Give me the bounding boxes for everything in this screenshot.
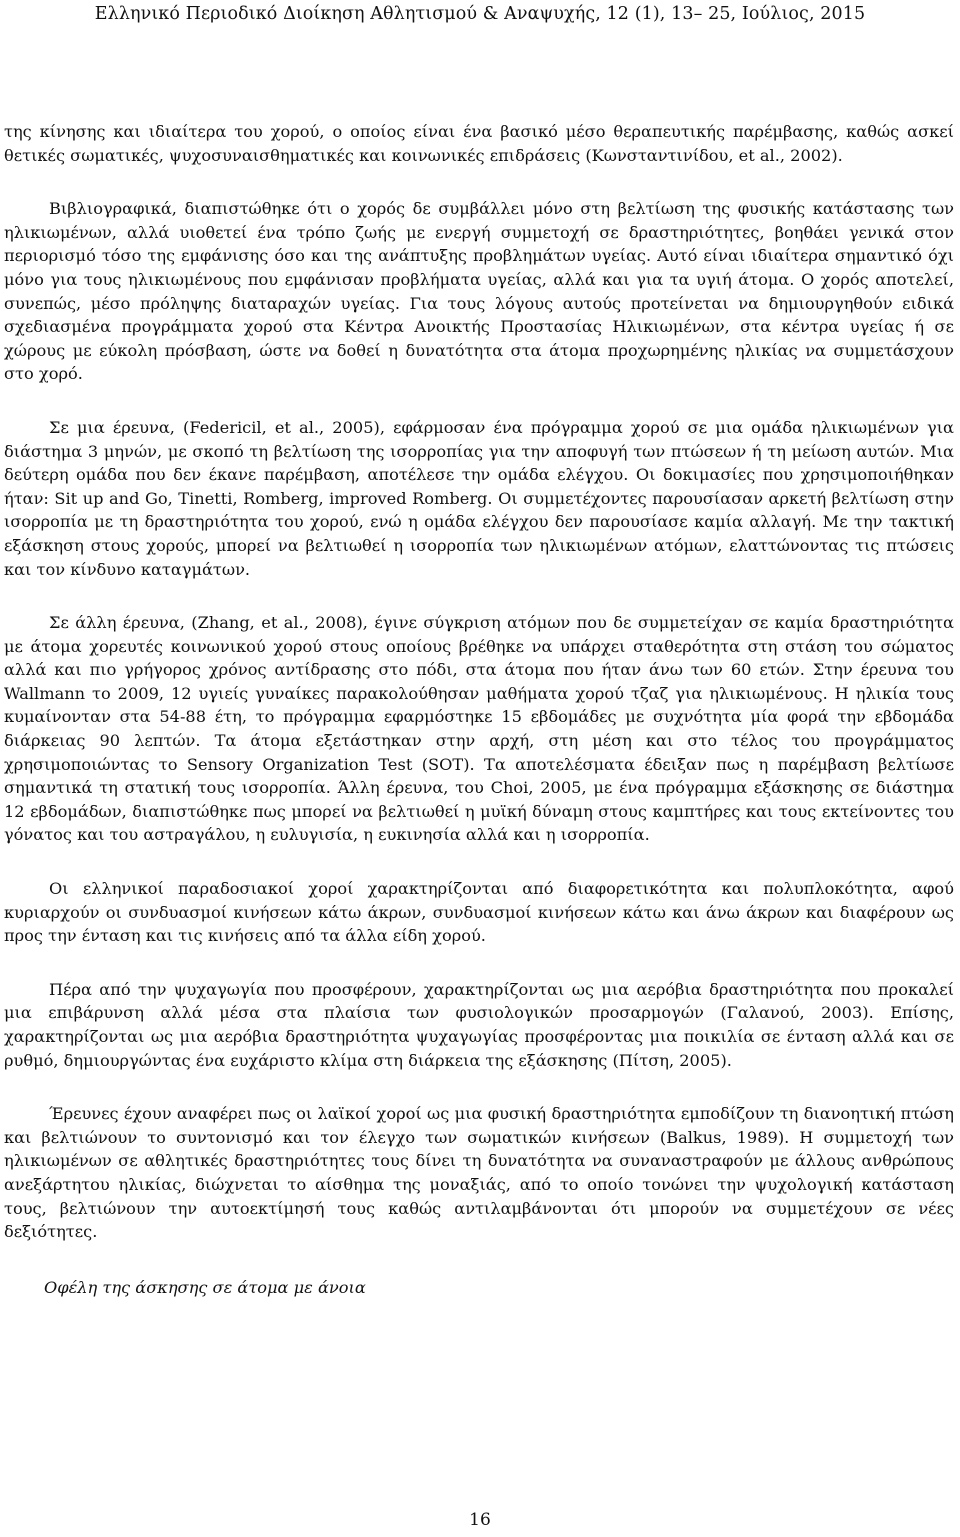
paragraph-federicil-study: Σε μια έρευνα, (Federicil, et al., 2005), εφάρμοσαν ένα πρόγραμμα χορού σε μια ομάδα ηλικιωμένων για διάστημα 3 μηνών, με σκοπό τη βελτίωση της ισορροπίας για την αποφυγή των πτώσεων ή τη μείωση αυτών. Μια δεύτερη ομάδα που δεν έκανε παρέμβαση, αποτέλεσε την ομάδα ελέγχου. Οι δοκιμασίες που χρησιμοποιήθηκαν ήταν: Sit up and Go, Tinetti, Romberg, improved Romberg. Οι συμμετέχοντες παρουσίασαν αρκετή βελτίωση στην ισορροπία με τη δραστηριότητα του χορού, ενώ η ομάδα ελέγχου δεν παρουσίασε καμία αλλαγή. Με την τακτική εξάσκηση στους χορούς, μπορεί να βελτιωθεί η ισορροπία των ηλικιωμένων ατόμων, ελαττώνοντας τις πτώσεις και τον κίνδυνο καταγμάτων. (4, 417, 954, 579)
paragraph-aerobic-activity: Πέρα από την ψυχαγωγία που προσφέρουν, χαρακτηρίζονται ως μια αερόβια δραστηριότητα που προκαλεί μια επιβάρυνση αλλά μέσα στα πλαίσια των φυσιολογικών προσαρμογών (Γαλανού, 2003). Επίσης, χαρακτηρίζονται ως μια αερόβια δραστηριότητα ψυχαγωγίας προσφέροντας μια ποικιλία σε ένταση αλλά και σε ρυθμό, δημιουργώντας ένα ευχάριστο κλίμα στη διάρκεια της εξάσκησης (Πίτση, 2005). (4, 979, 954, 1070)
paragraph-folk-dances: Έρευνες έχουν αναφέρει πως οι λαϊκοί χοροί ως μια φυσική δραστηριότητα εμποδίζουν τη διανοητική πτώση και βελτιώνουν το συντονισμό και τον έλεγχο των σωματικών κινήσεων (Balkus, 1989). Η συμμετοχή των ηλικιωμένων σε αθλητικές δραστηριότητες τους δίνει τη δυνατότητα να συναναστραφούν με άλλους ανθρώπους ανεξάρτητου ηλικίας, διώχνεται το αίσθημα της μοναξιάς, από το οποίο τονώνει την ψυχολογική κατάσταση τους, βελτιώνουν την αυτοεκτίμησή τους καθώς αντιλαμβάνονται ότι μπορούν να συμμετέχουν σε νέες δεξιότητες. (4, 1104, 954, 1242)
paragraph-zhang-study: Σε άλλη έρευνα, (Zhang, et al., 2008), έγινε σύγκριση ατόμων που δε συμμετείχαν σε καμία δραστηριότητα με άτομα χορευτές κοινωνικού χορού στους οποίους βρέθηκε να υπάρχει σταθερότητα στη στάση του σώματος αλλά και πιο γρήγορος χρόνος αντίδρασης στο πόδι, στα άτομα που ήταν άνω των 60 ετών. Στην έρευνα του Wallmann το 2009, 12 υγιείς γυναίκες παρακολούθησαν μαθήματα χορού τζαζ για ηλικιωμένους. Η ηλικία τους κυμαίνονταν στα 54-88 έτη, το πρόγραμμα εφαρμόστηκε 15 εβδομάδες με συχνότητα μία φορά την εβδομάδα διάρκειας 90 λεπτών. Τα άτομα εξετάστηκαν στην αρχή, στη μέση και στο τέλος του προγράμματος χρησιμοποιώντας το Sensory Organization Test (SOT). Τα αποτελέσματα έδειξαν πως η παρέμβαση βελτίωσε σημαντικά τη στατική τους ισορροπία. Άλλη έρευνα, του Choi, 2005, με ένα πρόγραμμα εξάσκησης σε διάστημα 12 εβδομάδων, διαπιστώθηκε πως μπορεί να βελτιωθεί η μυϊκή δύναμη στους καμπτήρες και τους εκτείνοντες του γόνατος και του αστραγάλου, η ευλυγισία, η ευκινησία αλλά και η ισορροπία. (4, 613, 954, 845)
paragraph-greek-dances: Οι ελληνικοί παραδοσιακοί χοροί χαρακτηρίζονται από διαφορετικότητα και πολυπλοκότητα, αφού κυριαρχούν οι συνδυασμοί κινήσεων κάτω άκρων, συνδυασμοί κινήσεων κάτω και άνω άκρων και διαφέρουν ως προς την ένταση και τις κινήσεις από τα άλλα είδη χορού. (4, 879, 954, 946)
paragraph-literature-review: Βιβλιογραφικά, διαπιστώθηκε ότι ο χορός δε συμβάλλει μόνο στη βελτίωση της φυσικής κατάστασης των ηλικιωμένων, αλλά υιοθετεί ένα τρόπο ζωής με ενεργή συμμετοχή σε δραστηριότητες, βοηθάει γενικά στον περιορισμό τόσο της εμφάνισης όσο και της ανάπτυξης προβλημάτων υγείας. Αυτό είναι ιδιαίτερα σημαντικό όχι μόνο για τους ηλικιωμένους που εμφάνισαν προβλήματα υγείας, αλλά και για τα υγιή άτομα. Ο χορός αποτελεί, συνεπώς, μέσο πρόληψης διαταραχών υγείας. Για τους λόγους αυτούς προτείνεται να δημιουργηθούν ειδικά σχεδιασμένα προγράμματα χορού στα Κέντρα Ανοικτής Προστασίας Ηλικιωμένων, στα κέντρα υγείας ή σε χώρους με εύκολη πρόσβαση, ώστε να δοθεί η δυνατότητα στα άτομα προχωρημένης ηλικίας να συμμετάσχουν στο χορό. (4, 199, 954, 384)
article-body (4, 120, 954, 1299)
section-heading: Οφέλη της άσκησης σε άτομα με άνοια (44, 1277, 366, 1297)
paragraph-continuation: της κίνησης και ιδιαίτερα του χορού, ο οποίος είναι ένα βασικό μέσο θεραπευτικής παρέμβασης, καθώς ασκεί θετικές σωματικές, ψυχοσυναισθηματικές και κοινωνικές επιδράσεις (Κωνσταντινίδου, et al., 2002). (4, 122, 954, 165)
running-header: Ελληνικό Περιοδικό Διοίκηση Αθλητισμού & Αναψυχής, 12 (1), 13– 25, Ιούλιος, 2015 (94, 4, 866, 24)
page-number: 16 (469, 1510, 491, 1530)
